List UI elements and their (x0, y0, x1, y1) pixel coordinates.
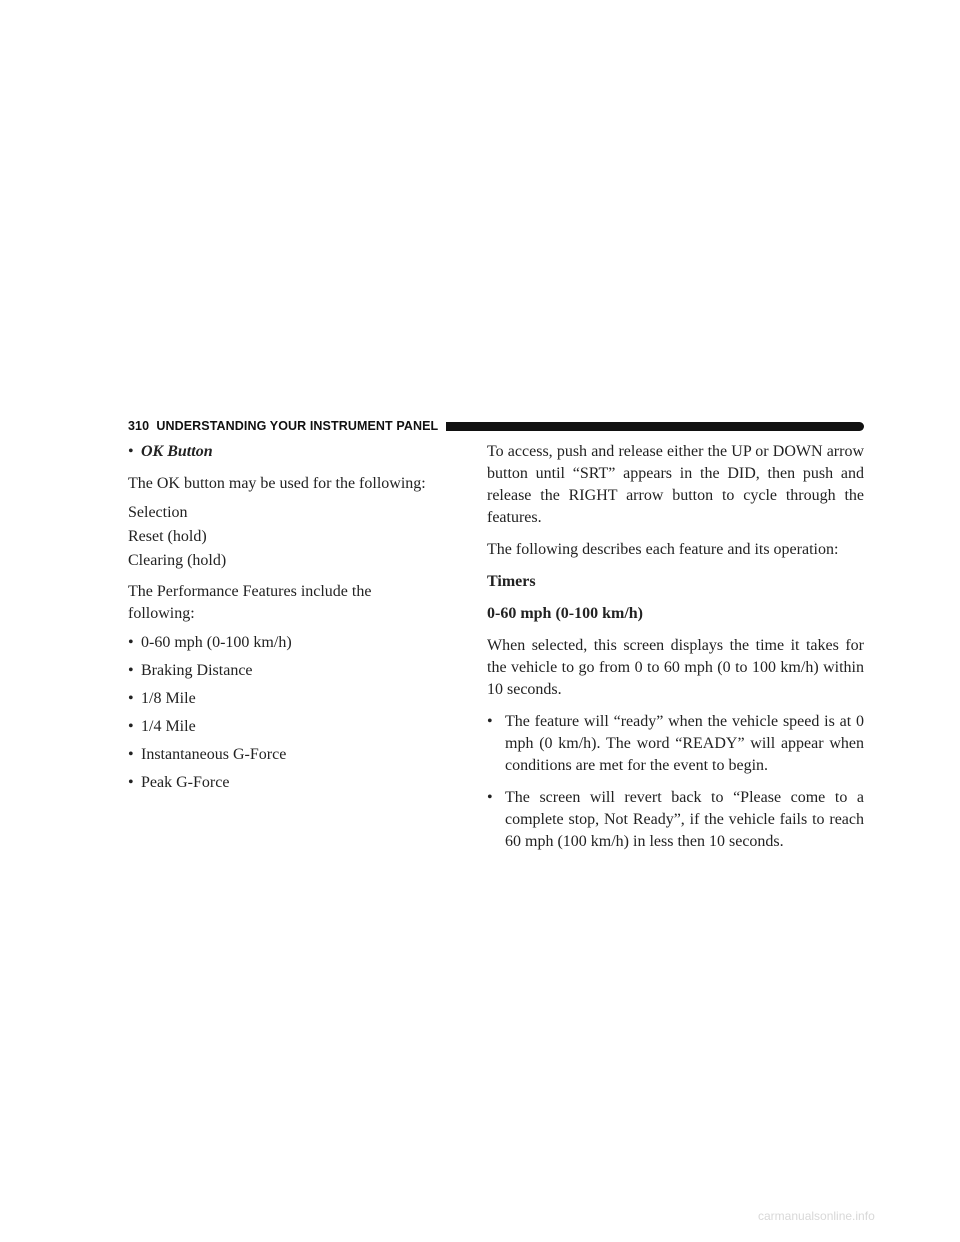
operation-bullet-text: The feature will “ready” when the vehicle speed is at 0 mph (0 km/h). The word “READY” will appear when conditions are met for the event to begin. (505, 713, 864, 774)
feature-label: Instantaneous G-Force (141, 746, 287, 763)
describes-paragraph: The following describes each feature and its operation: (487, 541, 839, 558)
feature-list-item (128, 716, 438, 738)
ok-use-item: Selection (128, 504, 188, 521)
feature-list-item (128, 660, 438, 682)
page-header (128, 418, 864, 434)
ok-use-item: Reset (hold) (128, 528, 207, 545)
feature-label: Braking Distance (141, 662, 253, 679)
sub-heading: 0-60 mph (0-100 km/h) (487, 605, 644, 622)
operation-bullet (487, 787, 864, 853)
ok-button-bullet (128, 441, 438, 463)
section-title: UNDERSTANDING YOUR INSTRUMENT PANEL (156, 419, 439, 433)
feature-list-item (128, 744, 438, 766)
timers-heading: Timers (487, 573, 536, 590)
bullet-dot: • (128, 443, 134, 460)
operation-bullet-text: The screen will revert back to “Please come to a complete stop, Not Ready”, if the vehicle fails to reach 60 mph (100 km/h) in less then 10 seconds. (505, 789, 864, 850)
features-intro-text: The Performance Features include the following: (128, 583, 372, 622)
page-number: 310 (128, 419, 150, 433)
ok-button-label: OK Button (141, 443, 213, 460)
page-header-label (128, 419, 438, 433)
when-selected-paragraph: When selected, this screen displays the time it takes for the vehicle to go from 0 to 60 mph (0 to 100 km/h) within 10 seconds. (487, 637, 864, 698)
bullet-dot: • (128, 662, 134, 679)
watermark: carmanualsonline.info (758, 1209, 875, 1223)
access-paragraph: To access, push and release either the UP or DOWN arrow button until “SRT” appears in the DID, then push and release the RIGHT arrow button to cycle through the features. (487, 443, 864, 526)
feature-label: 0-60 mph (0-100 km/h) (141, 634, 292, 651)
left-column (128, 441, 438, 794)
bullet-dot: • (128, 690, 134, 707)
feature-label: 1/4 Mile (141, 718, 196, 735)
operation-bullet (487, 711, 864, 777)
feature-label: 1/8 Mile (141, 690, 196, 707)
bullet-dot: • (128, 634, 134, 651)
bullet-dot: • (487, 713, 493, 730)
feature-label: Peak G-Force (141, 774, 230, 791)
bullet-dot: • (128, 774, 134, 791)
ok-use-item: Clearing (hold) (128, 552, 227, 569)
bullet-dot: • (128, 746, 134, 763)
bullet-dot: • (128, 718, 134, 735)
right-column (487, 441, 864, 853)
ok-intro-text: The OK button may be used for the following: (128, 475, 426, 492)
feature-list-item (128, 688, 438, 710)
header-rule (446, 422, 864, 431)
feature-list-item (128, 772, 438, 794)
feature-list-item (128, 632, 438, 654)
bullet-dot: • (487, 789, 493, 806)
